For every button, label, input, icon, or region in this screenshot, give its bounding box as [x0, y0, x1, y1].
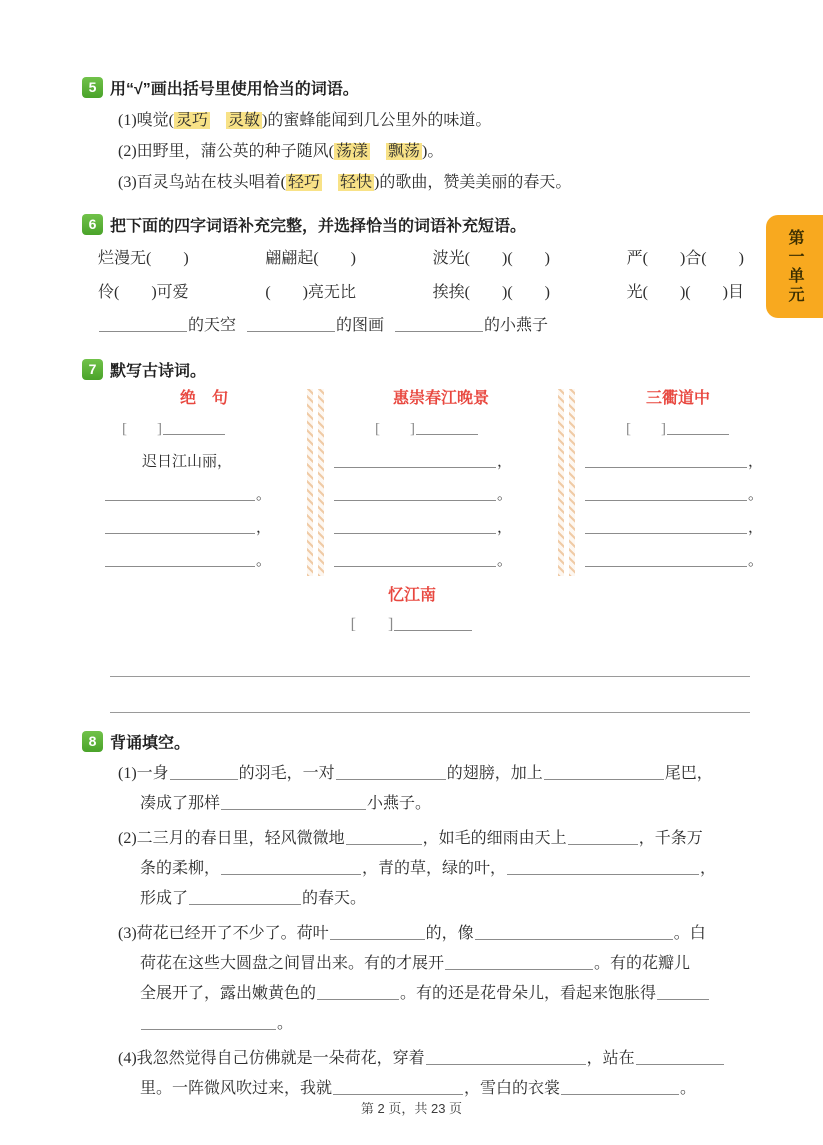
- text-run: 。: [256, 553, 272, 569]
- poem-title-huichong: 惠崇春江晚景: [392, 390, 489, 407]
- question-7-title: 默写古诗词。: [110, 362, 207, 380]
- question-5-number-badge: 5: [82, 77, 103, 98]
- q8-line: [140, 1009, 823, 1039]
- text-run: 尾巴，: [664, 765, 713, 782]
- question-6-header: [82, 213, 823, 235]
- text-run: 里。一阵微风吹过来，我就: [140, 1080, 333, 1097]
- question-8-title: 背诵填空。: [110, 734, 191, 752]
- idiom-stub: 烂漫无( ): [98, 250, 189, 267]
- q6-idiom-row-1: [98, 242, 744, 276]
- q6-phrase-row: [98, 310, 744, 342]
- text-run: [322, 174, 338, 191]
- unit-tab: [766, 215, 823, 318]
- text-run: 。白: [673, 925, 706, 942]
- unit-tab-label: 第一单元: [786, 228, 803, 305]
- question-8-header: [82, 730, 823, 752]
- fill-blank[interactable]: [561, 1080, 679, 1095]
- fill-blank[interactable]: [585, 519, 747, 534]
- fill-blank[interactable]: [445, 955, 593, 970]
- text-run: ，如毛的细雨由天上: [422, 830, 567, 847]
- phrase-blank-picture: [246, 310, 384, 342]
- text-run: 全展开了，露出嫩黄色的: [140, 985, 317, 1002]
- question-8: [82, 730, 823, 1104]
- highlighted-word: 荡漾: [336, 143, 369, 160]
- q5-item-2: [118, 136, 823, 167]
- question-5-title: 用“√”画出括号里使用恰当的词语。: [110, 80, 359, 98]
- text-run: 的，像: [425, 925, 474, 942]
- fill-blank[interactable]: [334, 519, 496, 534]
- text-run: (2)二三月的春日里，轻风微微地: [118, 830, 345, 847]
- fill-blank[interactable]: [395, 317, 483, 332]
- q8-line: [140, 884, 823, 914]
- q8-line: [118, 919, 823, 949]
- poem-title-jueju: 绝 句: [179, 390, 228, 407]
- text-run: ，: [497, 520, 513, 536]
- fill-blank[interactable]: [330, 925, 425, 940]
- fill-blank[interactable]: [221, 860, 361, 875]
- poem-blank-row: [578, 479, 778, 512]
- q8-line: [140, 979, 823, 1009]
- text-run: 条的柔柳，: [140, 860, 221, 877]
- fill-blank[interactable]: [585, 486, 747, 501]
- text-run: 小燕子。: [367, 795, 432, 812]
- fill-blank[interactable]: [585, 552, 747, 567]
- text-run: 凑成了那样: [140, 795, 221, 812]
- highlighted-word: 飘荡: [388, 143, 421, 160]
- question-5-header: [82, 76, 823, 98]
- text-run: (1)一身: [118, 765, 169, 782]
- q8-item-3: [118, 919, 823, 1039]
- text-run: 。: [680, 1080, 697, 1097]
- poem-yijiangnan: [82, 584, 742, 640]
- text-run: (2)田野里，蒲公英的种子随风(: [118, 143, 334, 160]
- poem-jueju: [104, 387, 304, 578]
- fill-blank[interactable]: [163, 420, 225, 435]
- text-run: 的翅膀，加上: [446, 765, 543, 782]
- text-run: ，千条万: [638, 830, 703, 847]
- text-run: ，: [497, 454, 513, 470]
- text-run: 。: [256, 487, 272, 503]
- poem-blank-row: [104, 479, 304, 512]
- fill-blank[interactable]: [585, 453, 747, 468]
- text-run: [ ]: [350, 616, 394, 633]
- text-run: 的小燕子: [484, 317, 549, 334]
- text-run: 。有的花瓣儿: [594, 955, 691, 972]
- idiom-stub: 严( )合( ): [626, 250, 744, 267]
- fill-blank[interactable]: [544, 765, 664, 780]
- fill-blank[interactable]: [475, 925, 673, 940]
- q8-line: [118, 1044, 823, 1074]
- poem-huichong: [327, 387, 555, 578]
- poem-title-yijiangnan: 忆江南: [387, 587, 436, 604]
- text-run: ，雪白的衣裳: [464, 1080, 561, 1097]
- hatched-divider: [304, 387, 327, 578]
- idiom-stub: ( )亮无比: [265, 284, 356, 301]
- text-run: 的图画: [336, 317, 385, 334]
- text-run: [ ]: [626, 421, 666, 437]
- highlighted-word: 灵巧: [176, 112, 209, 129]
- text-run: (3)荷花已经开了不少了。荷叶: [118, 925, 329, 942]
- q8-item-1: [118, 759, 823, 819]
- q5-item-3: [118, 167, 823, 198]
- poem-title-sanqu: 三衢道中: [645, 390, 710, 407]
- q5-item-1: [118, 105, 823, 136]
- poem-blank-row: [104, 512, 304, 545]
- text-run: [210, 112, 226, 129]
- page-footer: 第 2 页，共 23 页: [360, 1101, 463, 1116]
- q8-line: [118, 824, 823, 854]
- poem-blank-row: [327, 545, 555, 578]
- text-run: ，青的草，绿的叶，: [362, 860, 507, 877]
- fill-blank[interactable]: [667, 420, 729, 435]
- fill-blank[interactable]: [394, 616, 472, 631]
- fill-blank[interactable]: [105, 519, 255, 534]
- text-run: 。: [277, 1015, 294, 1032]
- fill-blank[interactable]: [568, 830, 638, 845]
- text-run: 形成了: [140, 890, 189, 907]
- question-6-number-badge: 6: [82, 214, 103, 235]
- text-run: ，: [748, 520, 764, 536]
- poem-author-row: [82, 610, 742, 640]
- idiom-stub: 挨挨( )( ): [432, 284, 550, 301]
- fill-blank[interactable]: [99, 317, 187, 332]
- text-run: 迟日江山丽，: [142, 454, 233, 470]
- fill-blank[interactable]: [141, 1015, 276, 1030]
- poem-grid: [104, 387, 823, 578]
- text-run: ，: [700, 860, 717, 877]
- fill-blank[interactable]: [426, 1050, 586, 1065]
- poem-blank-row: [327, 512, 555, 545]
- poem-blank-row: [578, 545, 778, 578]
- question-7-header: [82, 358, 823, 380]
- q8-line: [140, 949, 823, 979]
- poem-blank-row: [104, 545, 304, 578]
- poem-author-row: [104, 413, 304, 446]
- fill-blank[interactable]: [189, 890, 301, 905]
- text-run: ，站在: [586, 1050, 635, 1067]
- idiom-stub: 翩翩起( ): [265, 250, 356, 267]
- highlighted-word: 轻巧: [288, 174, 321, 191]
- text-run: 。有的还是花骨朵儿，看起来饱胀得: [400, 985, 657, 1002]
- text-run: (4)我忽然觉得自己仿佛就是一朵荷花，穿着: [118, 1050, 425, 1067]
- text-run: [370, 143, 386, 160]
- text-run: 荷花在这些大圆盘之间冒出来。有的才展开: [140, 955, 445, 972]
- question-6-title: 把下面的四字词语补充完整，并选择恰当的词语补充短语。: [110, 217, 527, 235]
- question-6: [82, 213, 823, 342]
- poem-blank-row: [578, 512, 778, 545]
- highlighted-word: 灵敏: [228, 112, 261, 129]
- poem-verse-row: [104, 446, 304, 479]
- phrase-blank-sky: [98, 310, 236, 342]
- fill-blank[interactable]: [247, 317, 335, 332]
- answer-line[interactable]: [110, 676, 750, 677]
- fill-blank[interactable]: [221, 795, 366, 810]
- fill-blank[interactable]: [346, 830, 422, 845]
- text-run: 的天空: [188, 317, 237, 334]
- fill-blank[interactable]: [334, 552, 496, 567]
- poem-author-row: [327, 413, 555, 446]
- q8-item-4: [118, 1044, 823, 1104]
- text-run: ，: [256, 520, 272, 536]
- question-7-number-badge: 7: [82, 359, 103, 380]
- text-run: 的羽毛，一对: [238, 765, 335, 782]
- highlighted-word: 轻快: [340, 174, 373, 191]
- fill-blank[interactable]: [416, 420, 478, 435]
- fill-blank[interactable]: [334, 486, 496, 501]
- poem-author-row: [578, 413, 778, 446]
- fill-blank[interactable]: [317, 985, 399, 1000]
- idiom-stub: 波光( )( ): [432, 250, 550, 267]
- text-run: [ ]: [375, 421, 415, 437]
- text-run: 。: [497, 487, 513, 503]
- q6-idiom-row-2: [98, 276, 744, 310]
- fill-blank[interactable]: [170, 765, 238, 780]
- question-5: [82, 76, 823, 198]
- q8-line: [140, 789, 823, 819]
- q8-line: [118, 759, 823, 789]
- fill-blank[interactable]: [336, 765, 446, 780]
- fill-blank[interactable]: [507, 860, 699, 875]
- fill-blank[interactable]: [334, 453, 496, 468]
- fill-blank[interactable]: [636, 1050, 724, 1065]
- text-run: 。: [748, 553, 764, 569]
- text-run: (1)嗅觉(: [118, 112, 174, 129]
- phrase-blank-swallow: [394, 310, 548, 342]
- fill-blank[interactable]: [333, 1080, 463, 1095]
- text-run: )的歌曲，赞美美丽的春天。: [374, 174, 572, 191]
- poem-blank-row: [327, 446, 555, 479]
- text-run: 的春天。: [302, 890, 367, 907]
- q8-line: [140, 854, 823, 884]
- fill-blank[interactable]: [105, 552, 255, 567]
- text-run: (3)百灵鸟站在枝头唱着(: [118, 174, 286, 191]
- question-7: [82, 358, 823, 713]
- hatched-divider: [555, 387, 578, 578]
- answer-line[interactable]: [110, 712, 750, 713]
- poem-blank-row: [578, 446, 778, 479]
- text-run: 。: [497, 553, 513, 569]
- text-run: 。: [748, 487, 764, 503]
- text-run: )的蜜蜂能闻到几公里外的味道。: [262, 112, 492, 129]
- fill-blank[interactable]: [105, 486, 255, 501]
- poem-blank-row: [327, 479, 555, 512]
- question-8-number-badge: 8: [82, 731, 103, 752]
- idiom-stub: 伶( )可爱: [98, 284, 189, 301]
- text-run: )。: [422, 143, 444, 160]
- text-run: [ ]: [122, 421, 162, 437]
- idiom-stub: 光( )( )目: [626, 284, 744, 301]
- text-run: ，: [748, 454, 764, 470]
- fill-blank[interactable]: [657, 985, 709, 1000]
- q8-item-2: [118, 824, 823, 914]
- poem-sanqu: [578, 387, 778, 578]
